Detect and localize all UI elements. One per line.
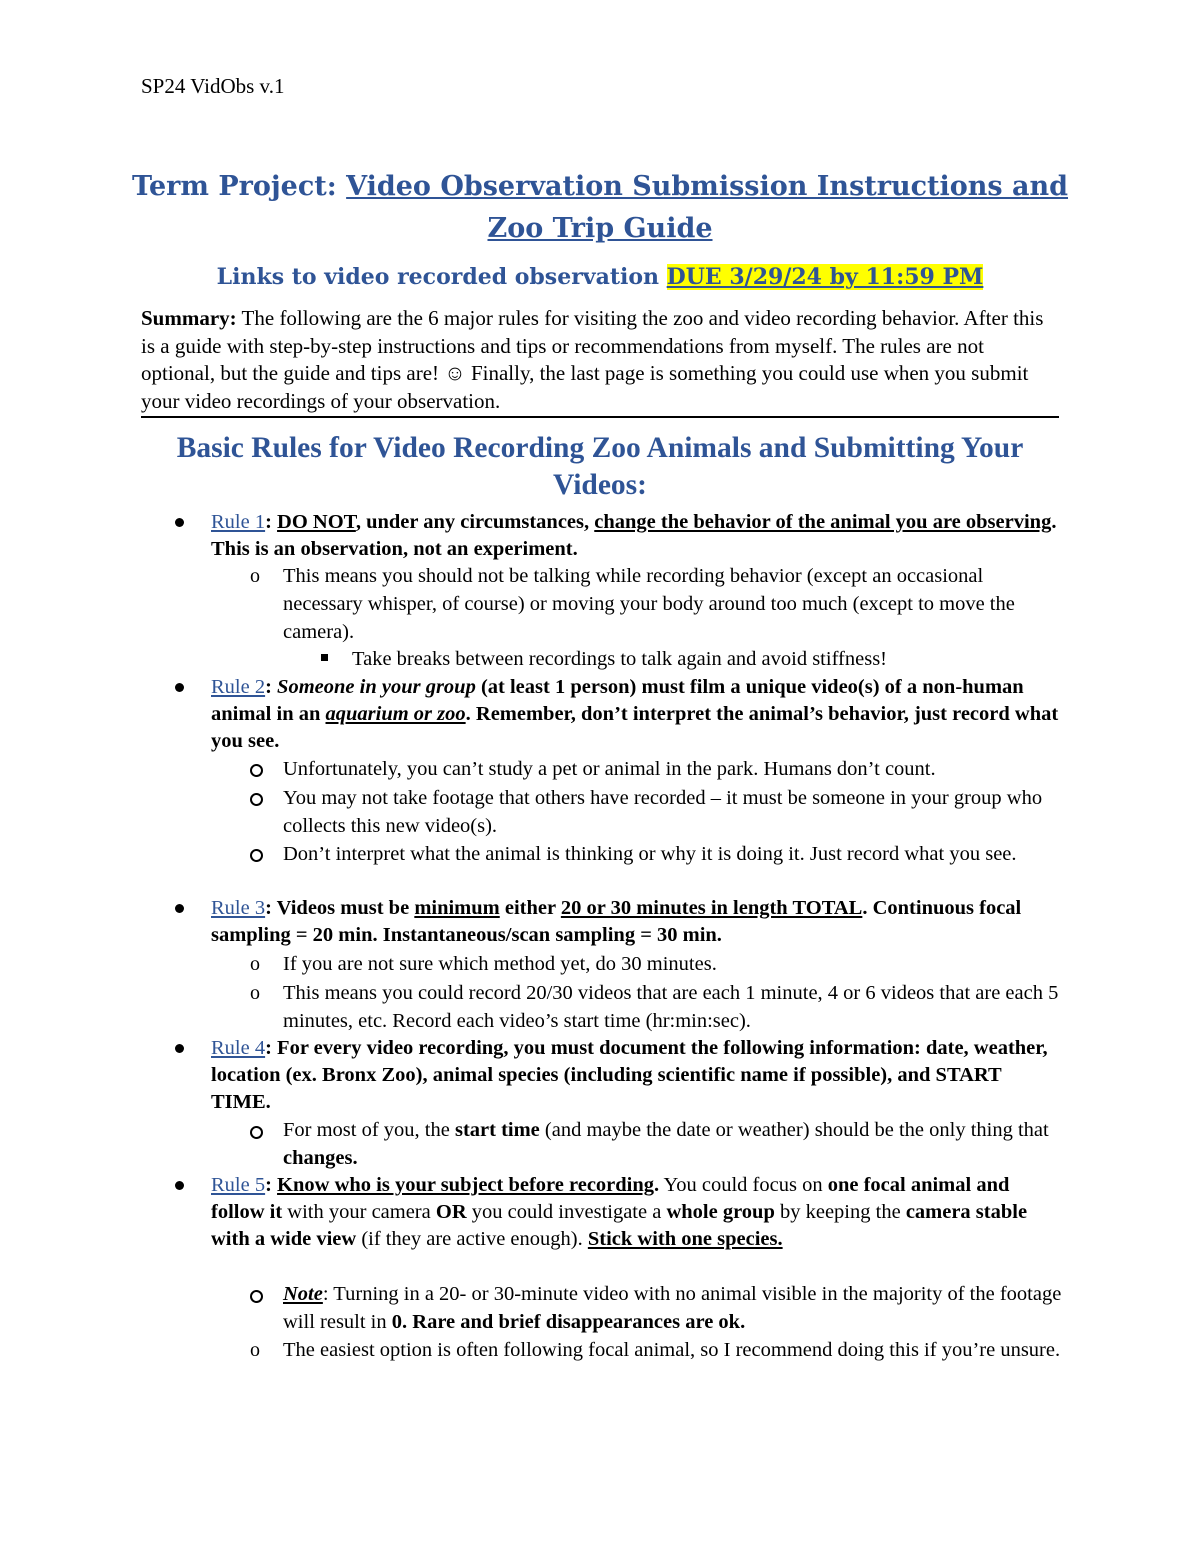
rule-4: [211, 1035, 1063, 1116]
rule-1-text-a: :: [265, 511, 278, 533]
rule-5-subject: Know who is your subject before recording: [277, 1174, 655, 1196]
hollow-bullet-icon: [250, 1290, 263, 1303]
rule-2-sub-2: You may not take footage that others have recorded – it must be someone in your group who collects this new video(s).: [283, 787, 1043, 837]
square-bullet-icon: [321, 654, 328, 661]
hollow-bullet-icon: o: [250, 1339, 260, 1361]
title-line1: Video Observation Submission Instructions and: [346, 171, 1069, 202]
summary-text: The following are the 6 major rules for visiting the zoo and video recording behavior. After this is a guide with step-by-step instructions and tips or recommendations from myself. The rules are not optional, but the guide and tips are! ☺ Finally, the last page is something you could use when you submit your video recordings of your observation.: [141, 306, 1044, 413]
hollow-bullet-icon: o: [250, 565, 260, 587]
rule-5-note: Note: [283, 1283, 323, 1305]
rule-5-text-a: :: [265, 1174, 278, 1196]
rule-3-sub-2: This means you could record 20/30 videos that are each 1 minute, 4 or 6 videos that are each 5 minutes, etc. Record each video’s start time (hr:min:sec).: [283, 982, 1059, 1032]
rule-4-link[interactable]: Rule 4: [211, 1037, 266, 1059]
rule-1-do-not: DO NOT: [277, 511, 356, 533]
rule-5: [211, 1172, 1063, 1253]
rule-1-underlined: change the behavior of the animal you are observing: [594, 511, 1052, 533]
rule-3-sub-1: If you are not sure which method yet, do 30 minutes.: [283, 953, 717, 975]
rule-5-text-e: by keeping the: [774, 1201, 906, 1223]
hollow-bullet-icon: [250, 764, 263, 777]
due-date-line: [130, 262, 1070, 292]
rule-4-sub-bold1: start time: [454, 1119, 540, 1141]
rule-1-subsub-1: Take breaks between recordings to talk again and avoid stiffness!: [352, 648, 887, 670]
rule-1-text-b: , under any circumstances,: [355, 511, 595, 533]
rule-4-sub-1: [283, 1116, 1063, 1172]
document-title: [130, 166, 1070, 250]
rule-5-text-b: You could focus on: [659, 1174, 828, 1196]
rule-3-link[interactable]: Rule 3: [211, 897, 266, 919]
hollow-bullet-icon: [250, 849, 263, 862]
rule-2-italic-b: aquarium or zoo: [325, 703, 466, 725]
rule-2-sub-3: Don’t interpret what the animal is thinking or why it is doing it. Just record what you see.: [283, 843, 1017, 865]
rule-4-sub-bold2: changes.: [283, 1147, 358, 1169]
rule-5-text-f: (if they are active enough).: [356, 1228, 588, 1250]
hollow-bullet-icon: o: [250, 953, 260, 975]
rule-5-focal: one focal animal and follow it: [211, 1174, 1010, 1223]
title-line2: Zoo Trip Guide: [487, 213, 713, 244]
rule-5-group: whole group: [666, 1201, 775, 1223]
rule-2-text-a: :: [265, 676, 278, 698]
bullet-icon: [175, 683, 184, 692]
rule-5-camera: camera stable with a wide view: [211, 1201, 1028, 1250]
rule-1-text-c: . This is an observation, not an experiment.: [211, 511, 1057, 560]
rules-title-line1: Basic Rules for Video Recording Zoo Animals and Submitting Your: [176, 432, 1024, 464]
title-prefix: Term Project:: [131, 171, 347, 202]
hollow-bullet-icon: [250, 793, 263, 806]
rule-3-length: 20 or 30 minutes in length TOTAL: [560, 897, 863, 919]
rule-3-text-a: : Videos must be: [265, 897, 415, 919]
rules-section-title: [130, 430, 1070, 504]
rule-2-link[interactable]: Rule 2: [211, 676, 266, 698]
rule-3: [211, 895, 1063, 949]
rule-5-or: OR: [435, 1201, 467, 1223]
rule-3-text-b: either: [499, 897, 561, 919]
summary-label: Summary:: [141, 306, 237, 330]
rule-2: [211, 674, 1063, 755]
rule-5-period: .: [654, 1174, 660, 1196]
rule-1-link[interactable]: Rule 1: [211, 511, 266, 533]
rule-5-sub-pre: : Turning in a 20- or 30-minute video with no animal visible in the majority of the footage will result in: [283, 1283, 1062, 1333]
rule-5-text-d: you could investigate a: [466, 1201, 667, 1223]
bullet-icon: [175, 1044, 184, 1053]
hollow-bullet-icon: [250, 1126, 263, 1139]
rule-5-sub-bold: 0. Rare and brief disappearances are ok.: [391, 1311, 746, 1333]
bullet-icon: [175, 518, 184, 527]
rule-2-italic-a: Someone in your group: [277, 676, 476, 698]
rules-title-line2: Videos:: [553, 469, 647, 501]
rule-4-sub-pre: For most of you, the: [283, 1119, 455, 1141]
due-label: Links to video recorded observation: [216, 264, 667, 290]
rule-5-text-c: with your camera: [282, 1201, 436, 1223]
rule-1-sub-1: This means you should not be talking while recording behavior (except an occasional necessary whisper, of course) or moving your body around too much (except to move the camera).: [283, 565, 1015, 643]
rule-2-text-b: (at least 1 person) must film a unique video(s) of a non-human animal in an: [211, 676, 1024, 725]
due-date-highlight: DUE 3/29/24 by 11:59 PM: [666, 264, 984, 290]
rule-2-text-c: . Remember, don’t interpret the animal’s behavior, just record what you see.: [211, 703, 1059, 752]
rule-3-minimum: minimum: [414, 897, 500, 919]
rule-1: [211, 509, 1063, 563]
rule-4-sub-mid: (and maybe the date or weather) should be the only thing that: [539, 1119, 1049, 1141]
rule-4-text: : For every video recording, you must document the following information: date, weather, location (ex. Bronx Zoo), animal species (including scientific name if possible), and START TIME.: [211, 1037, 1048, 1113]
rule-3-text-c: . Continuous focal sampling = 20 min. Instantaneous/scan sampling = 30 min.: [211, 897, 1022, 946]
bullet-icon: [175, 904, 184, 913]
rule-5-sub-2: The easiest option is often following focal animal, so I recommend doing this if you’re unsure.: [283, 1339, 1061, 1361]
rule-5-species: Stick with one species.: [587, 1228, 783, 1250]
bullet-icon: [175, 1181, 184, 1190]
hollow-bullet-icon: o: [250, 982, 260, 1004]
rule-2-sub-1: Unfortunately, you can’t study a pet or animal in the park. Humans don’t count.: [283, 758, 936, 780]
document-version-header: SP24 VidObs v.1: [141, 74, 285, 98]
rule-5-link[interactable]: Rule 5: [211, 1174, 266, 1196]
rule-5-sub-1: [283, 1280, 1063, 1336]
summary-paragraph: [141, 305, 1059, 418]
